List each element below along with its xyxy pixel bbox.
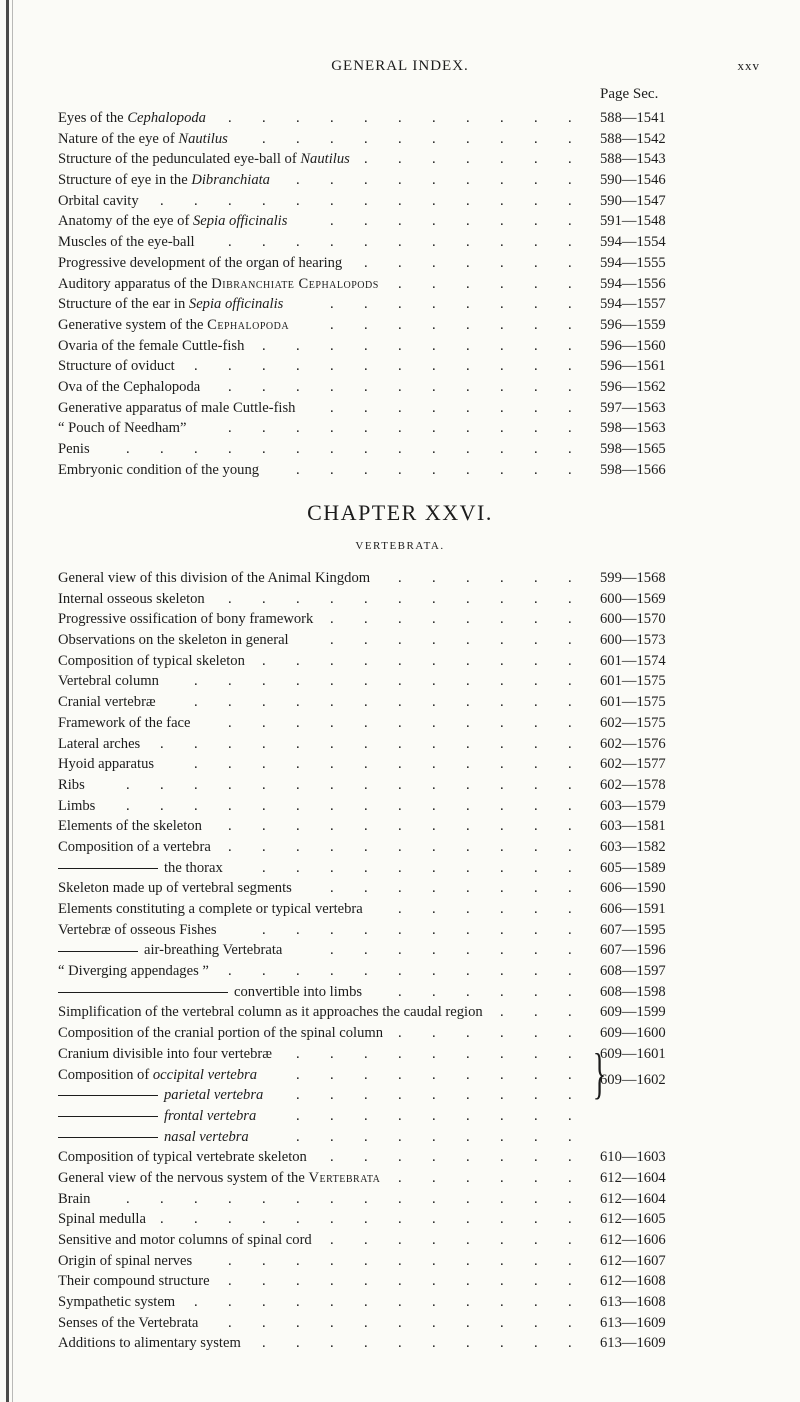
entry-page-ref: 596—1560	[600, 337, 666, 354]
entry-label	[58, 609, 313, 630]
index-entry: Ova of the Cephalopoda . . . . . . . . . . . 596—1562	[58, 377, 748, 398]
chapter-subtitle: VERTEBRATA.	[355, 540, 445, 552]
column-heading: Page Sec.	[600, 86, 659, 102]
entry-page-ref: 613—1608	[600, 1294, 666, 1311]
index-entry: Framework of the face . . . . . . . . . . . 602—1575	[58, 713, 748, 734]
entry-italic-text: parietal vertebra	[164, 1087, 264, 1104]
entry-page-ref: 594—1554	[600, 234, 666, 251]
entry-text: Hyoid apparatus	[58, 756, 155, 773]
brace-symbol: }	[592, 1043, 607, 1105]
index-entry: Anatomy of the eye of Sepia officinalis . . . . . . . . 591—1548	[58, 211, 748, 232]
entry-page-ref: 605—1589	[600, 859, 666, 876]
entry-text: Spinal medulla	[58, 1211, 146, 1228]
entry-italic-text: nasal vertebra	[164, 1128, 249, 1145]
entry-italic-text: Dibranchiata	[191, 172, 270, 189]
entry-page-ref: 598—1563	[600, 420, 666, 437]
entry-label	[58, 1230, 312, 1251]
entry-page-ref: 608—1598	[600, 983, 666, 1000]
index-entry: Composition of occipital vertebra . . . . . . . . .	[58, 1065, 748, 1086]
entry-page-ref: 588—1542	[600, 130, 666, 147]
entry-page-ref: 600—1570	[600, 611, 666, 628]
entry-text: Progressive ossification of bony framework	[58, 611, 314, 628]
index-entry: “ Diverging appendages ” . . . . . . . . . . . 608—1597	[58, 961, 748, 982]
entry-label	[58, 294, 283, 315]
ditto-dash	[58, 868, 158, 869]
ditto-dash	[58, 1137, 158, 1138]
entry-text: Additions to alimentary system	[58, 1335, 241, 1352]
entry-page-ref: 613—1609	[600, 1314, 666, 1331]
entry-label	[58, 1085, 263, 1106]
entry-text: Anatomy of the eye of	[58, 213, 193, 230]
entry-text: Eyes of the	[58, 110, 128, 126]
entry-page-ref: 591—1548	[600, 213, 666, 230]
entry-italic-text: Cephalopoda	[127, 110, 206, 126]
index-entry: Structure of the ear in Sepia officinalis . . . . . . . . 594—1557	[58, 294, 748, 315]
entry-label	[58, 232, 195, 253]
index-entry: Hyoid apparatus . . . . . . . . . . . . 602—1577	[58, 754, 748, 775]
index-entry: Progressive development of the organ of hearing . . . . . . . 594—1555	[58, 253, 748, 274]
entry-text: Structure of oviduct	[58, 358, 175, 375]
entry-label	[58, 377, 200, 398]
entry-page-ref: 594—1557	[600, 296, 666, 313]
entry-page-ref: 613—1609	[600, 1335, 666, 1352]
index-entry: Internal osseous skeleton . . . . . . . . . . . 600—1569	[58, 589, 748, 610]
entry-text: convertible into limbs	[234, 983, 363, 1000]
entry-page-ref: 609—1599	[600, 1004, 666, 1021]
entry-label	[58, 1271, 210, 1292]
entry-label	[58, 1313, 198, 1334]
index-entry: Composition of the cranial portion of the spinal column . . . . . . 609—1600	[58, 1023, 748, 1044]
entry-page-ref: 600—1569	[600, 590, 666, 607]
index-entry: Structure of oviduct . . . . . . . . . . . . 596—1561	[58, 356, 748, 377]
entry-page-ref: 594—1555	[600, 254, 666, 271]
entry-page-ref: 609—1601	[600, 1045, 666, 1062]
entry-page-ref: 607—1596	[600, 942, 666, 959]
entry-page-ref: 603—1581	[600, 818, 666, 835]
entry-page-ref: 602—1575	[600, 714, 666, 731]
entry-label	[58, 1065, 257, 1086]
entry-page-ref: 598—1566	[600, 461, 666, 478]
entry-page-ref: 588—1541	[600, 110, 666, 126]
index-section-vertebrata	[58, 568, 748, 1354]
entry-label	[58, 1147, 307, 1168]
index-entry: convertible into limbs . . . . . . 608—1598	[58, 982, 748, 1003]
entry-label	[58, 149, 350, 170]
entry-page-ref: 612—1604	[600, 1169, 666, 1186]
entry-text: Vertebral column	[58, 673, 159, 690]
entry-label	[58, 899, 363, 920]
entry-page-ref: 612—1604	[600, 1190, 666, 1207]
entry-label	[58, 568, 370, 589]
entry-label	[58, 191, 139, 212]
index-entry: Lateral arches . . . . . . . . . . . . . 602—1576	[58, 734, 748, 755]
entry-label	[58, 253, 342, 274]
entry-text: General view of the nervous system of the Vertebrata	[58, 1169, 381, 1186]
entry-text: Composition of typical vertebrate skeleton	[58, 1149, 307, 1166]
entry-page-ref: 602—1576	[600, 735, 666, 752]
entry-text: Internal osseous skeleton	[58, 590, 205, 607]
index-entry: Limbs . . . . . . . . . . . . . . 603—1579	[58, 796, 748, 817]
page-edge-line	[6, 0, 9, 1402]
index-entry: Muscles of the eye-ball . . . . . . . . . . . 594—1554	[58, 232, 748, 253]
entry-text: Muscles of the eye-ball	[58, 234, 195, 251]
entry-text: Structure of the pedunculated eye-ball of	[58, 151, 301, 168]
entry-label	[58, 796, 95, 817]
entry-label	[58, 1168, 380, 1189]
entry-label	[58, 1189, 90, 1210]
index-entry: Senses of the Vertebrata . . . . . . . . . . . 613—1609	[58, 1313, 748, 1334]
entry-label	[58, 775, 85, 796]
index-entry: Elements of the skeleton . . . . . . . . . . . 603—1581	[58, 816, 748, 837]
entry-label	[58, 1209, 146, 1230]
index-entry: Origin of spinal nerves . . . . . . . . . . . 612—1607	[58, 1251, 748, 1272]
index-entry: Elements constituting a complete or typical vertebra . . . . . . 606—1591	[58, 899, 748, 920]
entry-page-ref: 598—1565	[600, 441, 666, 457]
index-entry: General view of this division of the Animal Kingdom . . . . . . 599—1568	[58, 568, 748, 589]
ditto-dash	[58, 951, 138, 952]
entry-label	[58, 1044, 272, 1065]
entry-label	[58, 460, 259, 481]
index-entry: Generative system of the Cephalopoda . . . . . . . . 596—1559	[58, 315, 748, 336]
index-entry: Sensitive and motor columns of spinal cord . . . . . . . . 612—1606	[58, 1230, 748, 1251]
entry-label	[58, 398, 295, 419]
index-entry: air-breathing Vertebrata . . . . . . . . 607—1596	[58, 940, 748, 961]
entry-text: Limbs	[58, 797, 96, 814]
ditto-dash	[58, 1116, 158, 1117]
entry-italic-text: Sepia officinalis	[192, 213, 288, 230]
entry-label	[58, 1002, 483, 1023]
index-entry: Orbital cavity . . . . . . . . . . . . . 590—1547	[58, 191, 748, 212]
entry-text: Brain	[58, 1190, 91, 1207]
index-entry: Their compound structure . . . . . . . . . . . 612—1608	[58, 1271, 748, 1292]
index-entry: Observations on the skeleton in general . . . . . . . . 600—1573	[58, 630, 748, 651]
entry-text: Nature of the eye of	[58, 130, 179, 147]
entry-page-ref: 596—1561	[600, 358, 666, 375]
index-entry: Additions to alimentary system . . . . . . . . . . 613—1609	[58, 1333, 748, 1354]
entry-label	[58, 1333, 241, 1354]
entry-page-ref: 603—1582	[600, 838, 666, 855]
index-entry: Cranial vertebræ . . . . . . . . . . . . 601—1575	[58, 692, 748, 713]
entry-page-ref: 610—1603	[600, 1149, 666, 1166]
entry-text: Auditory apparatus of the Dibranchiate Cephalopods	[58, 275, 379, 292]
entry-page-ref: 601—1574	[600, 652, 666, 669]
index-entry: Nature of the eye of Nautilus . . . . . . . . . . 588—1542	[58, 129, 748, 150]
entry-italic-text: Nautilus	[300, 151, 350, 168]
entry-label	[58, 816, 202, 837]
entry-text: Composition of the cranial portion of the spinal column	[58, 1025, 384, 1042]
index-entry: Ovaria of the female Cuttle-fish . . . . . . . . . . 596—1560	[58, 336, 748, 357]
index-entry: Eyes of the Cephalopoda . . . . . . . . . . . 588—1541	[58, 108, 748, 129]
entry-page-ref: 600—1573	[600, 632, 666, 649]
entry-page-ref: 606—1591	[600, 901, 666, 917]
page-number: xxv	[737, 58, 760, 73]
entry-label	[58, 734, 140, 755]
entry-text: Generative system of the Cephalopoda	[58, 316, 290, 333]
index-entry: parietal vertebra . . . . . . . . .	[58, 1085, 748, 1106]
entry-page-ref: 602—1578	[600, 776, 666, 793]
index-entry: Composition of typical vertebrate skeleton . . . . . . . . 610—1603	[58, 1147, 748, 1168]
entry-italic-text: Sepia officinalis	[188, 296, 284, 313]
index-entry: Generative apparatus of male Cuttle-fish . . . . . . . . 597—1563	[58, 398, 748, 419]
entry-text: Vertebræ of osseous Fishes	[58, 921, 217, 938]
index-entry: nasal vertebra . . . . . . . . .	[58, 1127, 748, 1148]
entry-text: Cranial vertebræ	[58, 694, 156, 711]
entry-label	[58, 630, 289, 651]
entry-page-ref: 612—1606	[600, 1232, 666, 1248]
entry-label	[58, 315, 289, 336]
entry-label	[58, 858, 223, 879]
entry-label	[58, 878, 292, 899]
entry-page-ref: 601—1575	[600, 694, 666, 711]
ditto-dash	[58, 1095, 158, 1096]
entry-label	[58, 170, 270, 191]
entry-text: Composition of typical skeleton	[58, 652, 245, 669]
entry-text: Composition of a vertebra	[58, 838, 211, 855]
index-entry: Skeleton made up of vertebral segments . . . . . . . . 606—1590	[58, 878, 748, 899]
entry-text: Observations on the skeleton in general	[58, 632, 289, 649]
ditto-dash	[58, 992, 228, 993]
entry-text: Sympathetic system	[58, 1294, 176, 1311]
index-entry: Sympathetic system . . . . . . . . . . . . 613—1608	[58, 1292, 748, 1313]
entry-text: Simplification of the vertebral column as it approaches the caudal region	[58, 1004, 483, 1021]
entry-text: Progressive development of the organ of hearing	[58, 254, 343, 271]
index-entry: Vertebræ of osseous Fishes . . . . . . . . . . 607—1595	[58, 920, 748, 941]
entry-text: Senses of the Vertebrata	[58, 1314, 199, 1331]
entry-label	[58, 211, 287, 232]
entry-text: air-breathing Vertebrata	[144, 942, 283, 959]
entry-label	[58, 1106, 256, 1127]
entry-label	[58, 940, 282, 961]
index-entry: Composition of a vertebra . . . . . . . . . . . 603—1582	[58, 837, 748, 858]
index-entry: Ribs . . . . . . . . . . . . . . 602—1578	[58, 775, 748, 796]
entry-label	[58, 108, 206, 129]
index-entry: Auditory apparatus of the Dibranchiate Cephalopods . . . . . . 594—1556	[58, 274, 748, 295]
entry-page-ref: 599—1568	[600, 570, 666, 586]
entry-text: Orbital cavity	[58, 192, 139, 209]
entry-page-ref: 603—1579	[600, 797, 666, 814]
chapter-title: CHAPTER XXVI.	[307, 500, 493, 525]
entry-page-ref: 612—1608	[600, 1273, 666, 1290]
entry-page-ref: 608—1597	[600, 963, 666, 980]
running-title: GENERAL INDEX.	[331, 58, 469, 74]
entry-page-ref: 612—1605	[600, 1211, 666, 1228]
entry-text: Cranium divisible into four vertebræ	[58, 1045, 273, 1062]
entry-page-ref: 606—1590	[600, 880, 666, 897]
entry-page-ref: 609—1600	[600, 1025, 666, 1042]
entry-text: the thorax	[164, 859, 223, 876]
index-entry: Cranium divisible into four vertebræ . . . . . . . . . 609—1601	[58, 1044, 748, 1065]
entry-text: Their compound structure	[58, 1273, 210, 1290]
index-entry: Vertebral column . . . . . . . . . . . . 601—1575	[58, 671, 748, 692]
entry-label	[58, 418, 186, 439]
entry-page-ref: 594—1556	[600, 275, 666, 292]
entry-text: Framework of the face	[58, 714, 191, 731]
entry-label	[58, 713, 191, 734]
entry-label	[58, 439, 90, 460]
entry-text: Structure of eye in the	[58, 172, 192, 189]
entry-italic-text: frontal vertebra	[164, 1107, 257, 1124]
index-entry: Structure of the pedunculated eye-ball of Nautilus . . . . . . . 588—1543	[58, 149, 748, 170]
entry-text: Elements of the skeleton	[58, 818, 202, 835]
entry-italic-text: Nautilus	[178, 130, 228, 147]
index-entry: the thorax . . . . . . . . . . 605—1589	[58, 858, 748, 879]
entry-page-ref: 597—1563	[600, 399, 666, 416]
entry-label	[58, 589, 205, 610]
entry-label	[58, 1251, 192, 1272]
entry-page-ref: 602—1577	[600, 756, 666, 773]
index-entry: Composition of typical skeleton . . . . . . . . . . 601—1574	[58, 651, 748, 672]
entry-text: Generative apparatus of male Cuttle-fish	[58, 399, 296, 416]
entry-label	[58, 754, 154, 775]
entry-page-ref: 588—1543	[600, 151, 666, 168]
index-entry: Penis . . . . . . . . . . . . . . 598—1565	[58, 439, 748, 460]
entry-text: Elements constituting a complete or typical vertebra	[58, 901, 363, 917]
entry-text: Penis	[58, 441, 90, 457]
entry-label	[58, 1292, 175, 1313]
entry-text: Structure of the ear in	[58, 296, 189, 313]
entry-text: Embryonic condition of the young	[58, 461, 260, 478]
index-entry: Brain . . . . . . . . . . . . . . 612—1604	[58, 1189, 748, 1210]
entry-label	[58, 651, 245, 672]
entry-label	[58, 982, 362, 1003]
index-section-cephalopoda	[58, 108, 748, 480]
index-entry: Structure of eye in the Dibranchiata . . . . . . . . . 590—1546	[58, 170, 748, 191]
page-edge-line-inner	[12, 0, 13, 1402]
entry-text: Ova of the Cephalopoda	[58, 378, 201, 395]
entry-label	[58, 1127, 249, 1148]
entry-page-ref: 607—1595	[600, 921, 666, 938]
entry-label	[58, 671, 159, 692]
entry-label	[58, 129, 228, 150]
entry-text: Composition of	[58, 1066, 153, 1083]
entry-page-ref: 590—1546	[600, 172, 666, 189]
entry-label	[58, 692, 156, 713]
entry-text: Ovaria of the female Cuttle-fish	[58, 337, 245, 354]
entry-text: Skeleton made up of vertebral segments	[58, 880, 292, 897]
entry-italic-text: occipital vertebra	[152, 1066, 258, 1083]
entry-page-ref: 590—1547	[600, 192, 666, 209]
index-entry: “ Pouch of Needham” . . . . . . . . . . . 598—1563	[58, 418, 748, 439]
entry-label	[58, 961, 209, 982]
entry-text: “ Pouch of Needham”	[58, 420, 187, 437]
entry-text: Ribs	[58, 776, 85, 793]
entry-text: Origin of spinal nerves	[58, 1252, 193, 1269]
index-entry: General view of the nervous system of the Vertebrata . . . . . . 612—1604	[58, 1168, 748, 1189]
index-entry: Progressive ossification of bony framework . . . . . . . . 600—1570	[58, 609, 748, 630]
entry-label	[58, 1023, 383, 1044]
entry-label	[58, 920, 217, 941]
brace-page-ref: 609—1602	[600, 1072, 666, 1088]
entry-page-ref: 596—1562	[600, 378, 666, 395]
entry-label	[58, 274, 379, 295]
entry-text: Sensitive and motor columns of spinal cord	[58, 1232, 312, 1248]
entry-text: Lateral arches	[58, 735, 141, 752]
entry-page-ref: 596—1559	[600, 316, 666, 333]
index-entry: Spinal medulla . . . . . . . . . . . . . 612—1605	[58, 1209, 748, 1230]
entry-page-ref: 612—1607	[600, 1252, 666, 1269]
entry-page-ref: 601—1575	[600, 673, 666, 690]
entry-label	[58, 336, 244, 357]
entry-label	[58, 837, 211, 858]
entry-text: General view of this division of the Animal Kingdom	[58, 570, 371, 586]
index-entry: Simplification of the vertebral column as it approaches the caudal region . . . 609—1599	[58, 1002, 748, 1023]
index-entry: Embryonic condition of the young . . . . . . . . . 598—1566	[58, 460, 748, 481]
index-entry: frontal vertebra . . . . . . . . .	[58, 1106, 748, 1127]
entry-text: “ Diverging appendages ”	[58, 963, 209, 980]
entry-label	[58, 356, 175, 377]
